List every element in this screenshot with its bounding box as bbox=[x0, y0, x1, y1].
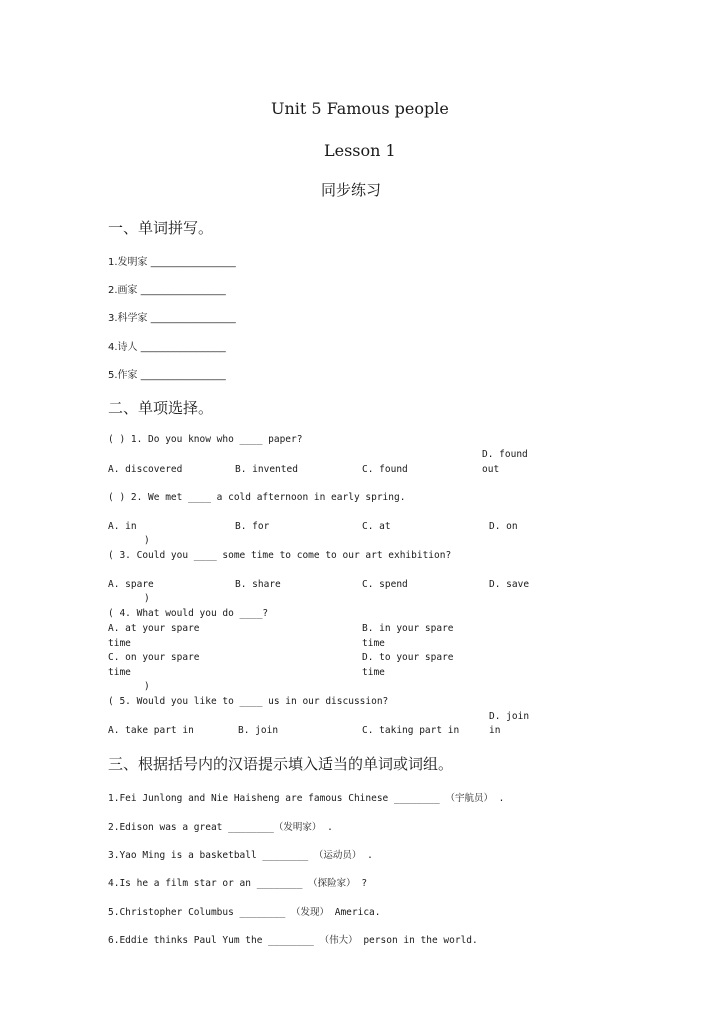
fill-item-2: 2.Edison was a great ________（发明家） . bbox=[108, 822, 333, 833]
q1-option-c: C. found bbox=[362, 464, 408, 475]
spelling-item-2: 2.画家 _________________ bbox=[108, 285, 226, 296]
section1-heading: 一、单词拼写。 bbox=[108, 219, 214, 237]
q5-option-a: A. take part in bbox=[108, 725, 194, 736]
q3-paren-close: ) bbox=[144, 535, 150, 546]
q4-stem: ( 4. What would you do ____? bbox=[108, 608, 269, 619]
q1-option-a: A. discovered bbox=[108, 464, 183, 475]
spelling-item-4: 4.诗人 _________________ bbox=[108, 342, 226, 353]
fill-item-5: 5.Christopher Columbus ________ （发现） America. bbox=[108, 907, 381, 918]
subtitle: 同步练习 bbox=[321, 181, 382, 199]
q5-paren-close: ) bbox=[144, 681, 150, 692]
q5-option-b: B. join bbox=[238, 725, 279, 736]
q3-option-b: B. share bbox=[235, 579, 281, 590]
section2-heading: 二、单项选择。 bbox=[108, 399, 214, 417]
q3-option-c: C. spend bbox=[362, 579, 408, 590]
fill-item-4: 4.Is he a film star or an ________ （探险家） ? bbox=[108, 878, 368, 889]
q1-option-d-cont: out bbox=[482, 464, 500, 475]
q1-stem: ( ) 1. Do you know who ____ paper? bbox=[108, 434, 303, 445]
q4-option-c: C. on your spare bbox=[108, 652, 200, 663]
section3-heading: 三、根据括号内的汉语提示填入适当的单词或词组。 bbox=[108, 755, 454, 773]
q4-option-d: D. to your spare bbox=[362, 652, 454, 663]
q4-option-d-cont: time bbox=[362, 667, 385, 678]
q4-option-c-cont: time bbox=[108, 667, 131, 678]
q5-option-c: C. taking part in bbox=[362, 725, 460, 736]
spelling-item-1: 1.发明家 _________________ bbox=[108, 257, 236, 268]
unit-title: Unit 5 Famous people bbox=[271, 99, 449, 118]
q2-option-a: A. in bbox=[108, 521, 137, 532]
q2-option-c: C. at bbox=[362, 521, 391, 532]
q5-stem: ( 5. Would you like to ____ us in our discussion? bbox=[108, 696, 389, 707]
q5-option-d-cont: in bbox=[489, 725, 501, 736]
lesson-title: Lesson 1 bbox=[324, 141, 396, 160]
q3-option-a: A. spare bbox=[108, 579, 154, 590]
fill-item-3: 3.Yao Ming is a basketball ________ （运动员） . bbox=[108, 850, 373, 861]
q2-option-b: B. for bbox=[235, 521, 270, 532]
q3-stem: ( 3. Could you ____ some time to come to our art exhibition? bbox=[108, 550, 452, 561]
q4-option-a-cont: time bbox=[108, 638, 131, 649]
q1-option-d: D. found bbox=[482, 449, 528, 460]
q4-option-b-cont: time bbox=[362, 638, 385, 649]
q5-option-d: D. join bbox=[489, 711, 530, 722]
q4-paren-close: ) bbox=[144, 593, 150, 604]
q4-option-a: A. at your spare bbox=[108, 623, 200, 634]
q1-option-b: B. invented bbox=[235, 464, 298, 475]
spelling-item-5: 5.作家 _________________ bbox=[108, 370, 226, 381]
spelling-item-3: 3.科学家 _________________ bbox=[108, 313, 236, 324]
fill-item-1: 1.Fei Junlong and Nie Haisheng are famous Chinese ________ （宇航员） . bbox=[108, 793, 505, 804]
fill-item-6: 6.Eddie thinks Paul Yum the ________ （伟大） person in the world. bbox=[108, 935, 478, 946]
q3-option-d: D. save bbox=[489, 579, 530, 590]
q4-option-b: B. in your spare bbox=[362, 623, 454, 634]
q2-stem: ( ) 2. We met ____ a cold afternoon in early spring. bbox=[108, 492, 406, 503]
q2-option-d: D. on bbox=[489, 521, 518, 532]
